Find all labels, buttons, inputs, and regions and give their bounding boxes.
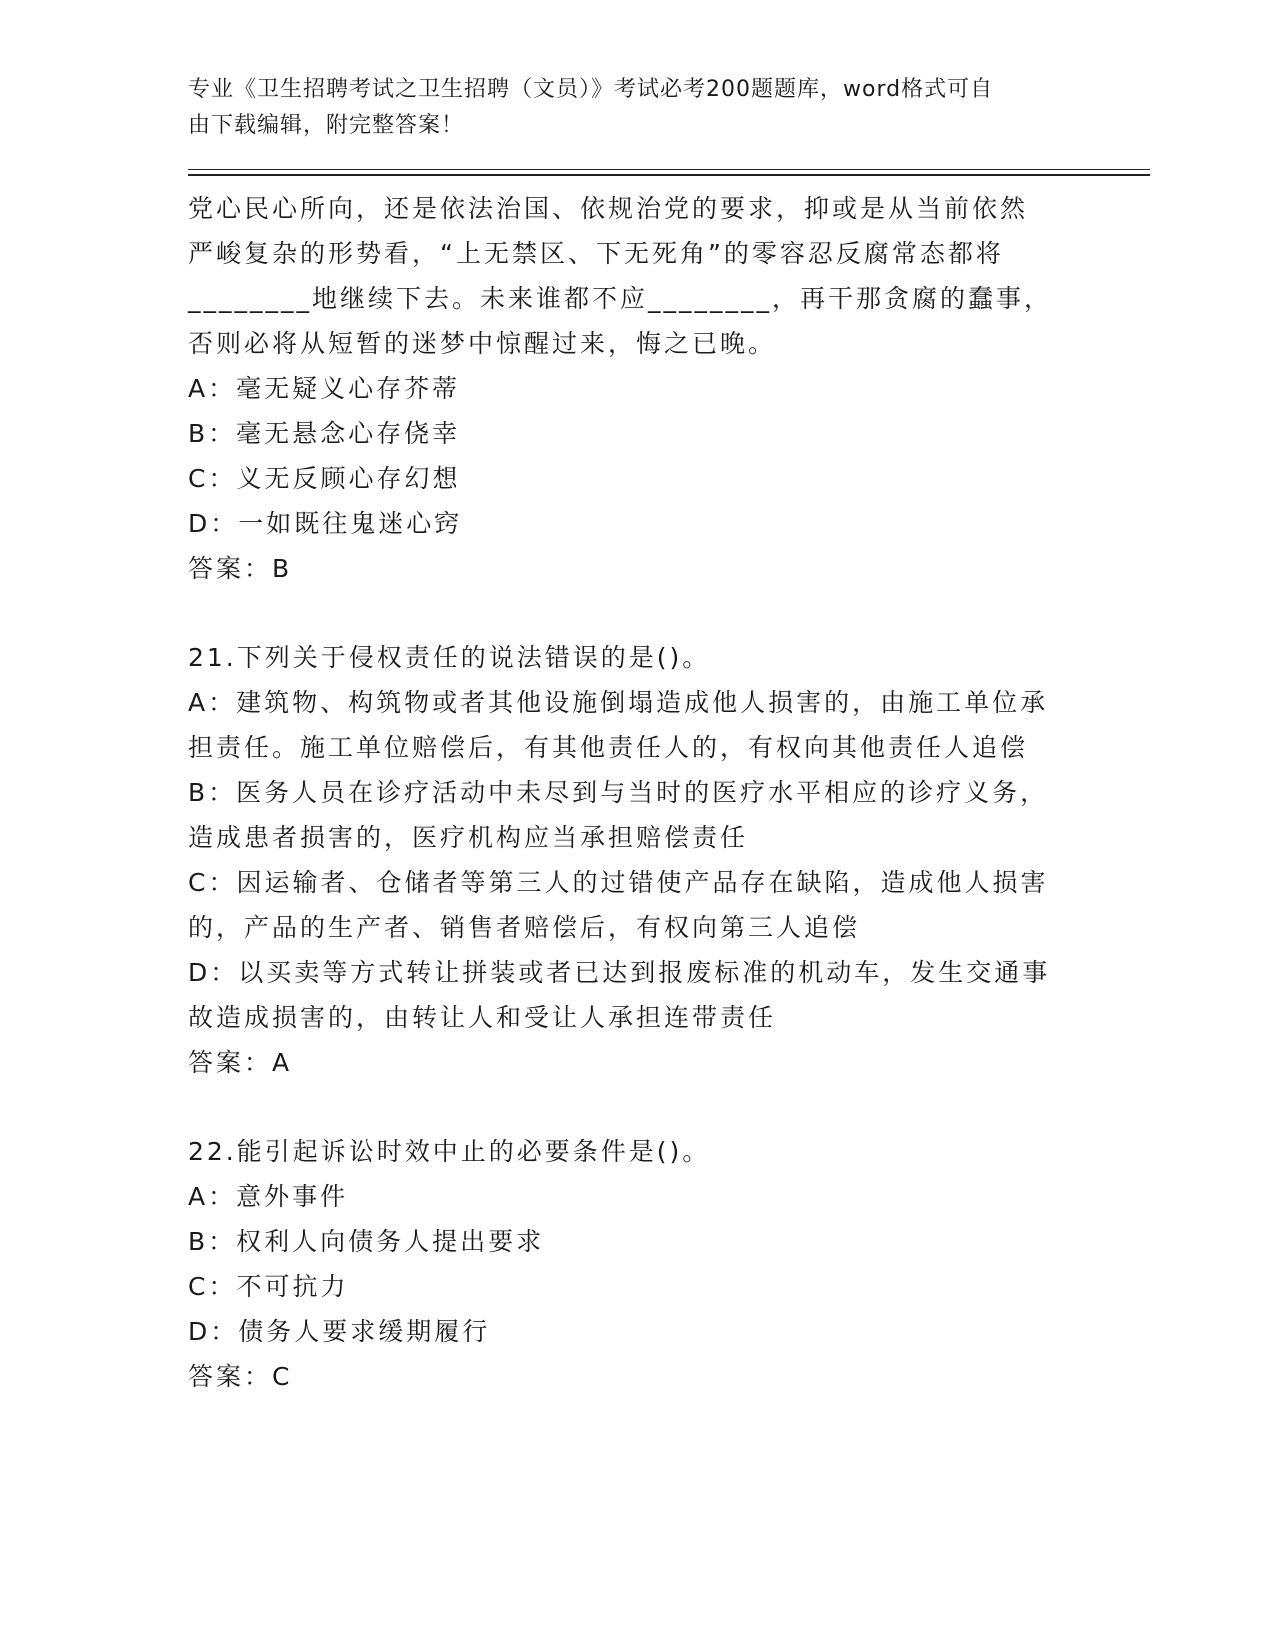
- question-stem-line: 严峻复杂的形势看，“上无禁区、下无死角”的零容忍反腐常态都将: [188, 239, 1004, 268]
- option-d-line: 故造成损害的，由转让人和受让人承担连带责任: [188, 1003, 777, 1032]
- answer-line: 答案：B: [188, 554, 293, 583]
- header-divider-thin: [188, 169, 1150, 170]
- question-stem-line: ________地继续下去。未来谁都不应________，再干那贪腐的蠢事，: [188, 284, 1053, 313]
- option-d: D：一如既往鬼迷心窍: [188, 509, 463, 538]
- option-a-line: 担责任。施工单位赔偿后，有其他责任人的，有权向其他责任人追偿: [188, 733, 1029, 762]
- header-divider-thick: [188, 174, 1150, 176]
- option-b: B：毫无悬念心存侥幸: [188, 419, 461, 448]
- option-a: A：毫无疑义心存芥蒂: [188, 374, 461, 403]
- document-header: [188, 72, 1068, 144]
- option-c: C：义无反顾心存幻想: [188, 464, 461, 493]
- answer-line: 答案：A: [188, 1048, 293, 1077]
- option-a-line: A：建筑物、构筑物或者其他设施倒塌造成他人损害的，由施工单位承: [188, 688, 1049, 717]
- question-22: [188, 1129, 1078, 1399]
- question-20: [188, 186, 1078, 591]
- question-stem-line: 党心民心所向，还是依法治国、依规治党的要求，抑或是从当前依然: [188, 194, 1029, 223]
- spacer: [188, 1085, 1078, 1129]
- answer-line: 答案：C: [188, 1362, 293, 1391]
- question-stem: 22.能引起诉讼时效中止的必要条件是()。: [188, 1137, 711, 1166]
- option-c-line: 的，产品的生产者、销售者赔偿后，有权向第三人追偿: [188, 913, 861, 942]
- option-a: A：意外事件: [188, 1182, 349, 1211]
- header-title-line-1: 专业《卫生招聘考试之卫生招聘（文员）》考试必考200题题库，word格式可自: [188, 77, 994, 102]
- question-21: [188, 635, 1078, 1085]
- question-stem: 21.下列关于侵权责任的说法错误的是()。: [188, 643, 711, 672]
- option-b-line: 造成患者损害的，医疗机构应当承担赔偿责任: [188, 823, 749, 852]
- option-c-line: C：因运输者、仓储者等第三人的过错使产品存在缺陷，造成他人损害: [188, 868, 1049, 897]
- header-title-line-2: 由下载编辑，附完整答案！: [188, 113, 465, 138]
- option-b-line: B：医务人员在诊疗活动中未尽到与当时的医疗水平相应的诊疗义务，: [188, 778, 1049, 807]
- question-stem-line: 否则必将从短暂的迷梦中惊醒过来，悔之已晚。: [188, 329, 777, 358]
- option-d-line: D：以买卖等方式转让拼装或者已达到报废标准的机动车，发生交通事: [188, 958, 1051, 987]
- spacer: [188, 591, 1078, 635]
- question-content: [188, 186, 1078, 1399]
- option-c: C：不可抗力: [188, 1272, 349, 1301]
- option-d: D：债务人要求缓期履行: [188, 1317, 491, 1346]
- option-b: B：权利人向债务人提出要求: [188, 1227, 545, 1256]
